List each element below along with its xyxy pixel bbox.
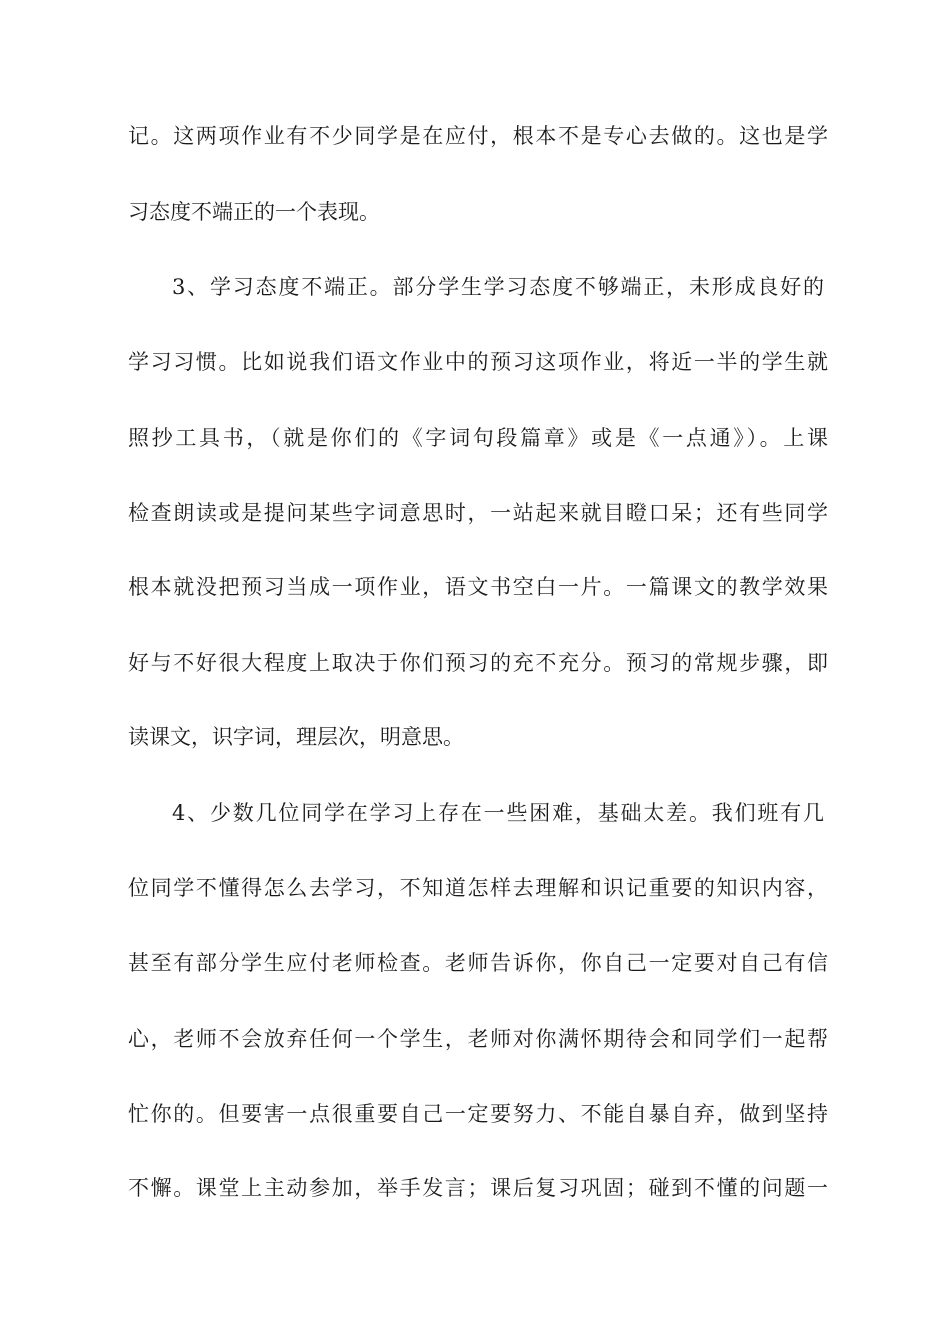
text-line: 心，老师不会放弃任何一个学生，老师对你满怀期待会和同学们一起帮 bbox=[128, 1027, 828, 1051]
text-line: 好与不好很大程度上取决于你们预习的充不充分。预习的常规步骤，即 bbox=[128, 651, 828, 675]
text-line: 读课文，识字词，理层次，明意思。 bbox=[128, 725, 464, 749]
text-line: 习态度不端正的一个表现。 bbox=[128, 200, 380, 224]
text-line: 根本就没把预习当成一项作业，语文书空白一片。一篇课文的教学效果 bbox=[128, 575, 828, 599]
text-line: 记。这两项作业有不少同学是在应付，根本不是专心去做的。这也是学 bbox=[128, 124, 828, 148]
paragraph-start-line: 4、少数几位同学在学习上存在一些困难，基础太差。我们班有几 bbox=[172, 801, 824, 825]
text-line: 甚至有部分学生应付老师检查。老师告诉你，你自己一定要对自己有信 bbox=[128, 951, 828, 975]
text-line: 位同学不懂得怎么去学习，不知道怎样去理解和识记重要的知识内容， bbox=[128, 876, 828, 900]
text-line: 照抄工具书，（就是你们的《字词句段篇章》或是《一点通》）。上课 bbox=[128, 426, 828, 450]
text-line: 忙你的。但要害一点很重要自己一定要努力、不能自暴自弃，做到坚持 bbox=[128, 1102, 828, 1126]
text-line: 不懈。课堂上主动参加，举手发言；课后复习巩固；碰到不懂的问题一 bbox=[128, 1176, 828, 1200]
paragraph-start-line: 3、学习态度不端正。部分学生学习态度不够端正，未形成良好的 bbox=[172, 275, 824, 299]
text-line: 学习习惯。比如说我们语文作业中的预习这项作业，将近一半的学生就 bbox=[128, 350, 828, 374]
text-line: 检查朗读或是提问某些字词意思时，一站起来就目瞪口呆；还有些同学 bbox=[128, 501, 828, 525]
